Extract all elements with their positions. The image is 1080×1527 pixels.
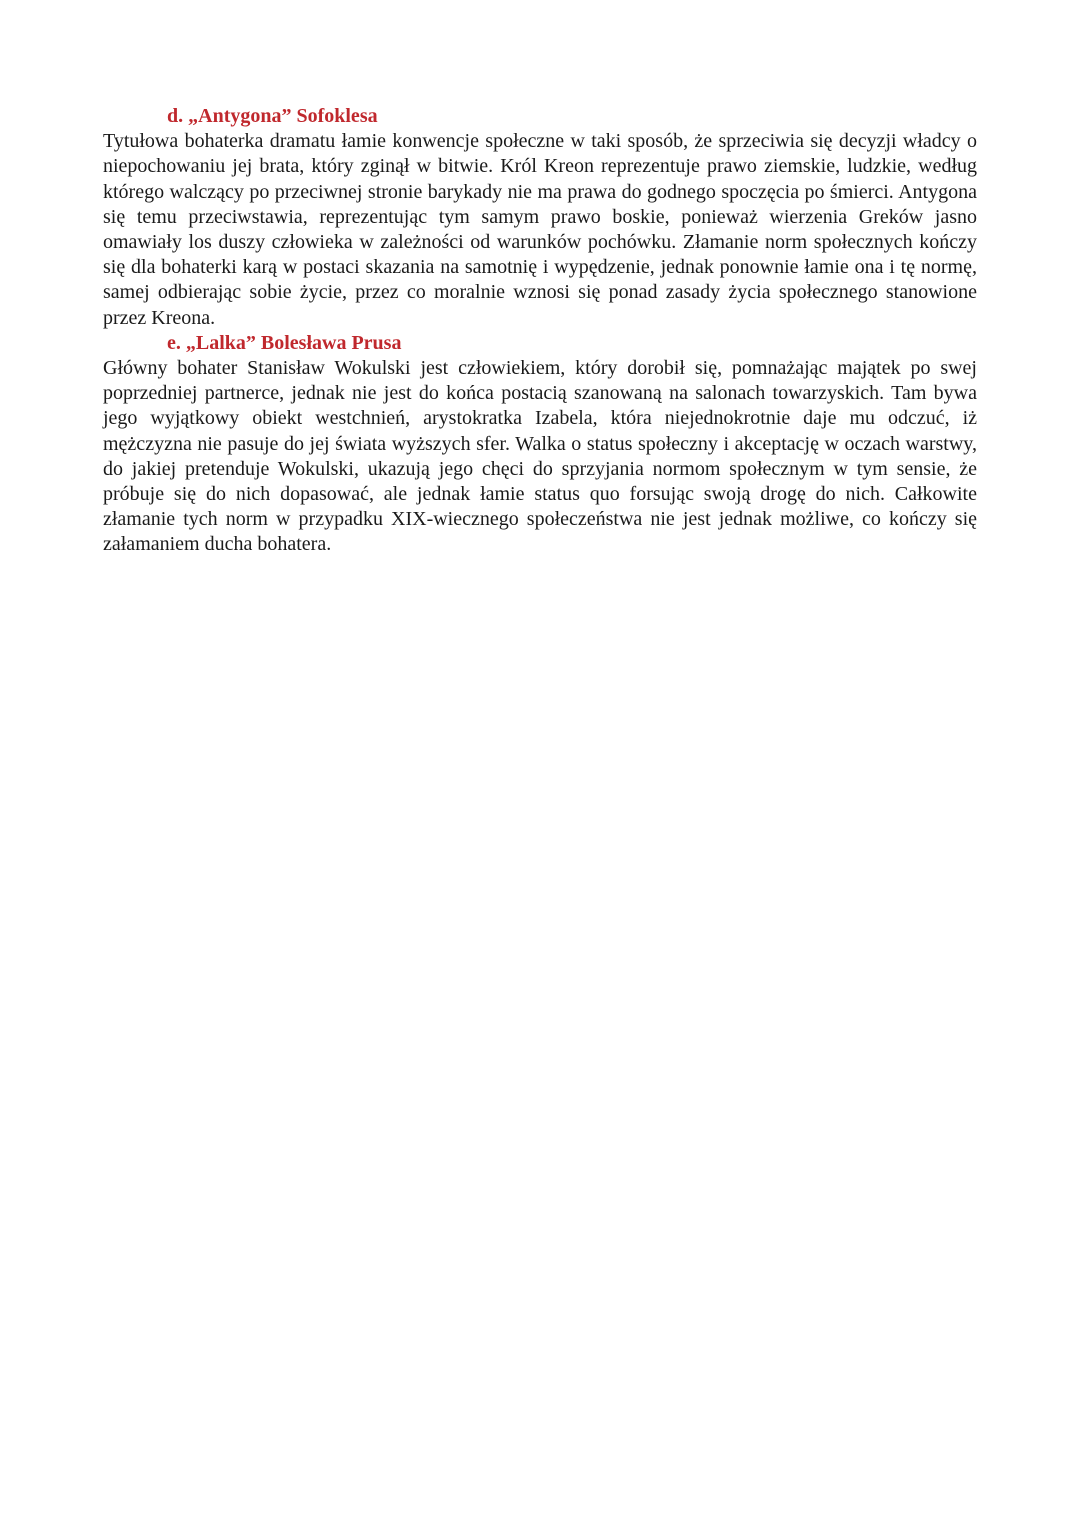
section-paragraph-lalka: Główny bohater Stanisław Wokulski jest człowiekiem, który dorobił się, pomnażając majątek po swej poprzedniej partnerce, jednak nie jest do końca postacią szanowaną na salonach towarzyskich. Tam bywa jego wyjątkowy obiekt westchnień, arystokratka Izabela, która niejednokrotnie daje mu odczuć, iż mężczyzna nie pasuje do jej świata wyższych sfer. Walka o status społeczny i akceptację w oczach warstwy, do jakiej pretenduje Wokulski, ukazują jego chęci do sprzyjania normom społecznym w tym sensie, że próbuje się do nich dopasować, ale jednak łamie status quo forsując swoją drogę do nich. Całkowite złamanie tych norm w przypadku XIX-wiecznego społeczeństwa nie jest jednak możliwe, co kończy się załamaniem ducha bohatera. [103,357,977,556]
section-heading-lalka: e. „Lalka” Bolesława Prusa [167,331,402,354]
section-antygona [103,104,977,331]
section-heading-antygona: d. „Antygona” Sofoklesa [167,105,378,127]
section-lalka [103,331,977,558]
section-paragraph-antygona: Tytułowa bohaterka dramatu łamie konwencje społeczne w taki sposób, że sprzeciwia się decyzji władcy o niepochowaniu jej brata, który zginął w bitwie. Król Kreon reprezentuje prawo ziemskie, ludzkie, według którego walczący po przeciwnej stronie barykady nie ma prawa do godnego spoczęcia po śmierci. Antygona się temu przeciwstawia, reprezentując tym samym prawo boskie, ponieważ wierzenia Greków jasno omawiały los duszy człowieka w zależności od warunków pochówku. Złamanie norm społecznych kończy się dla bohaterki karą w postaci skazania na samotnię i wypędzenie, jednak ponownie łamie ona i tę normę, samej odbierając sobie życie, przez co moralnie wznosi się ponad zasady życia społecznego stanowione przez Kreona. [103,130,977,329]
document-page [103,104,977,558]
